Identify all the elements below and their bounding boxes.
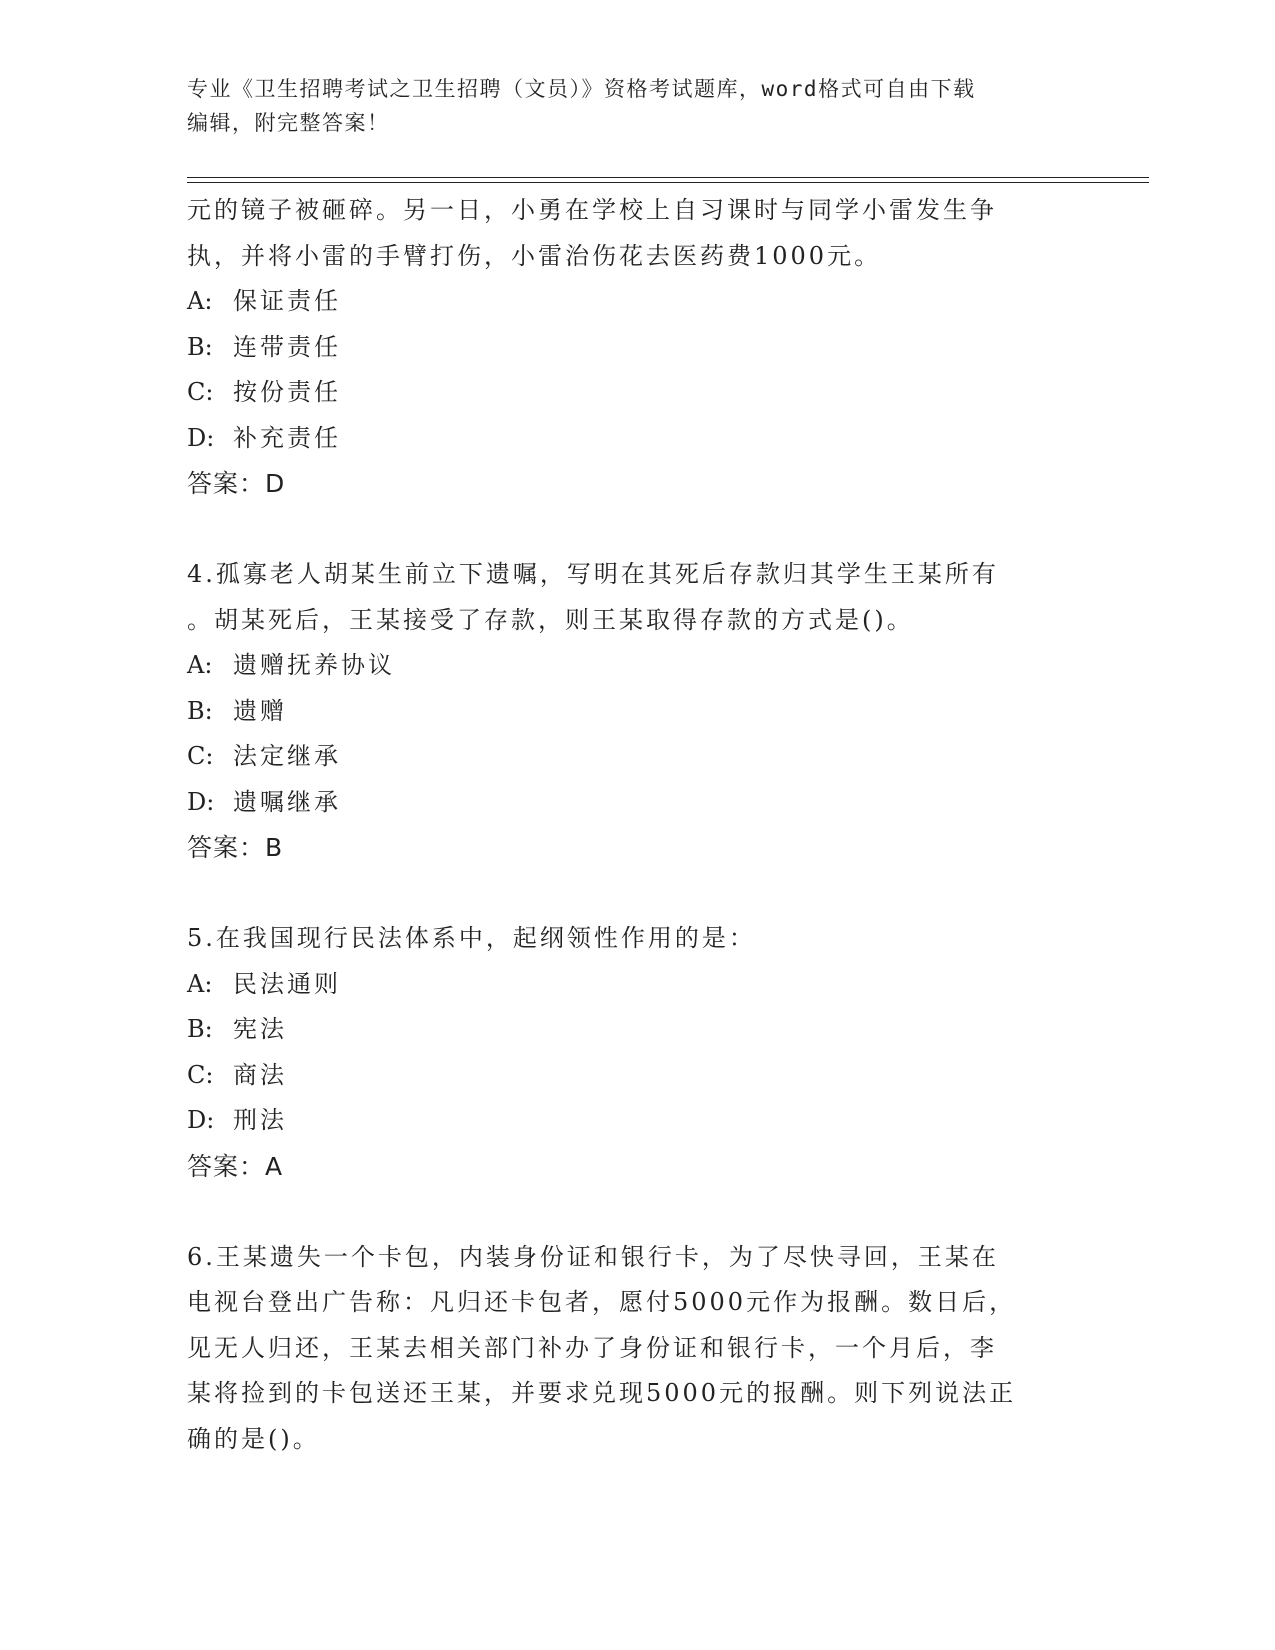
option-text: 补充责任 [233,423,341,452]
option-c [187,1053,1087,1099]
spacer [187,871,1087,917]
question-6-block [187,1235,1087,1463]
option-a [187,962,1087,1008]
option-text: 连带责任 [233,332,341,361]
option-d [187,1098,1087,1144]
option-letter: B: [187,332,213,361]
option-letter: D: [187,787,215,816]
option-b [187,1007,1087,1053]
answer-line: 答案：B [187,833,284,862]
option-letter: C: [187,378,214,406]
question-3-block [187,188,1087,507]
option-text: 民法通则 [233,969,341,998]
option-c [187,734,1087,780]
option-letter: C: [187,1060,214,1089]
option-text: 按份责任 [233,378,341,406]
option-text: 遗赠抚养协议 [233,651,395,679]
question-text-line: 确的是()。 [187,1424,320,1453]
question-text-line: 电视台登出广告称：凡归还卡包者，愿付5000元作为报酬。数日后， [187,1288,1017,1316]
header-title-line-1: 专业《卫生招聘考试之卫生招聘（文员）》资格考试题库，word格式可自由下载 [187,77,976,101]
option-c [187,370,1087,416]
option-letter: A: [187,969,213,998]
question-text-line: 某将捡到的卡包送还王某，并要求兑现5000元的报酬。则下列说法正 [187,1379,1017,1407]
option-letter: B: [187,696,213,725]
header-title-line-2: 编辑，附完整答案！ [187,111,390,135]
question-4-block [187,552,1087,871]
option-text: 保证责任 [233,287,341,315]
option-letter: D: [187,423,215,452]
question-text-line: 执，并将小雷的手臂打伤，小雷治伤花去医药费1000元。 [187,241,882,270]
answer-line: 答案：A [187,1151,284,1181]
option-a [187,279,1087,325]
option-letter: A: [187,287,213,315]
option-d [187,416,1087,462]
option-letter: D: [187,1106,215,1134]
option-letter: C: [187,742,214,770]
header-divider-top [187,177,1149,178]
question-text-line: 。胡某死后，王某接受了存款，则王某取得存款的方式是()。 [187,605,914,634]
spacer [187,507,1087,553]
option-text: 法定继承 [233,742,341,770]
answer-line: 答案：D [187,469,286,498]
spacer [187,1189,1087,1235]
question-text-line: 5.在我国现行民法体系中，起纲领性作用的是： [187,924,756,952]
option-text: 商法 [233,1060,287,1089]
option-text: 宪法 [233,1015,287,1043]
question-5-block [187,916,1087,1189]
question-text-line: 4.孤寡老人胡某生前立下遗嘱，写明在其死后存款归其学生王某所有 [187,560,999,588]
option-a [187,643,1087,689]
question-text-line: 见无人归还，王某去相关部门补办了身份证和银行卡，一个月后，李 [187,1333,997,1362]
option-letter: B: [187,1015,213,1043]
option-letter: A: [187,651,213,679]
option-text: 遗赠 [233,696,287,725]
option-b [187,325,1087,371]
document-body [187,188,1087,1462]
header-divider-bottom [187,182,1149,183]
option-b [187,689,1087,735]
option-d [187,780,1087,826]
document-header [187,72,1087,140]
question-text-line: 元的镜子被砸碎。另一日，小勇在学校上自习课时与同学小雷发生争 [187,196,997,224]
option-text: 遗嘱继承 [233,787,341,816]
option-text: 刑法 [233,1106,287,1134]
question-text-line: 6.王某遗失一个卡包，内装身份证和银行卡，为了尽快寻回，王某在 [187,1242,999,1271]
